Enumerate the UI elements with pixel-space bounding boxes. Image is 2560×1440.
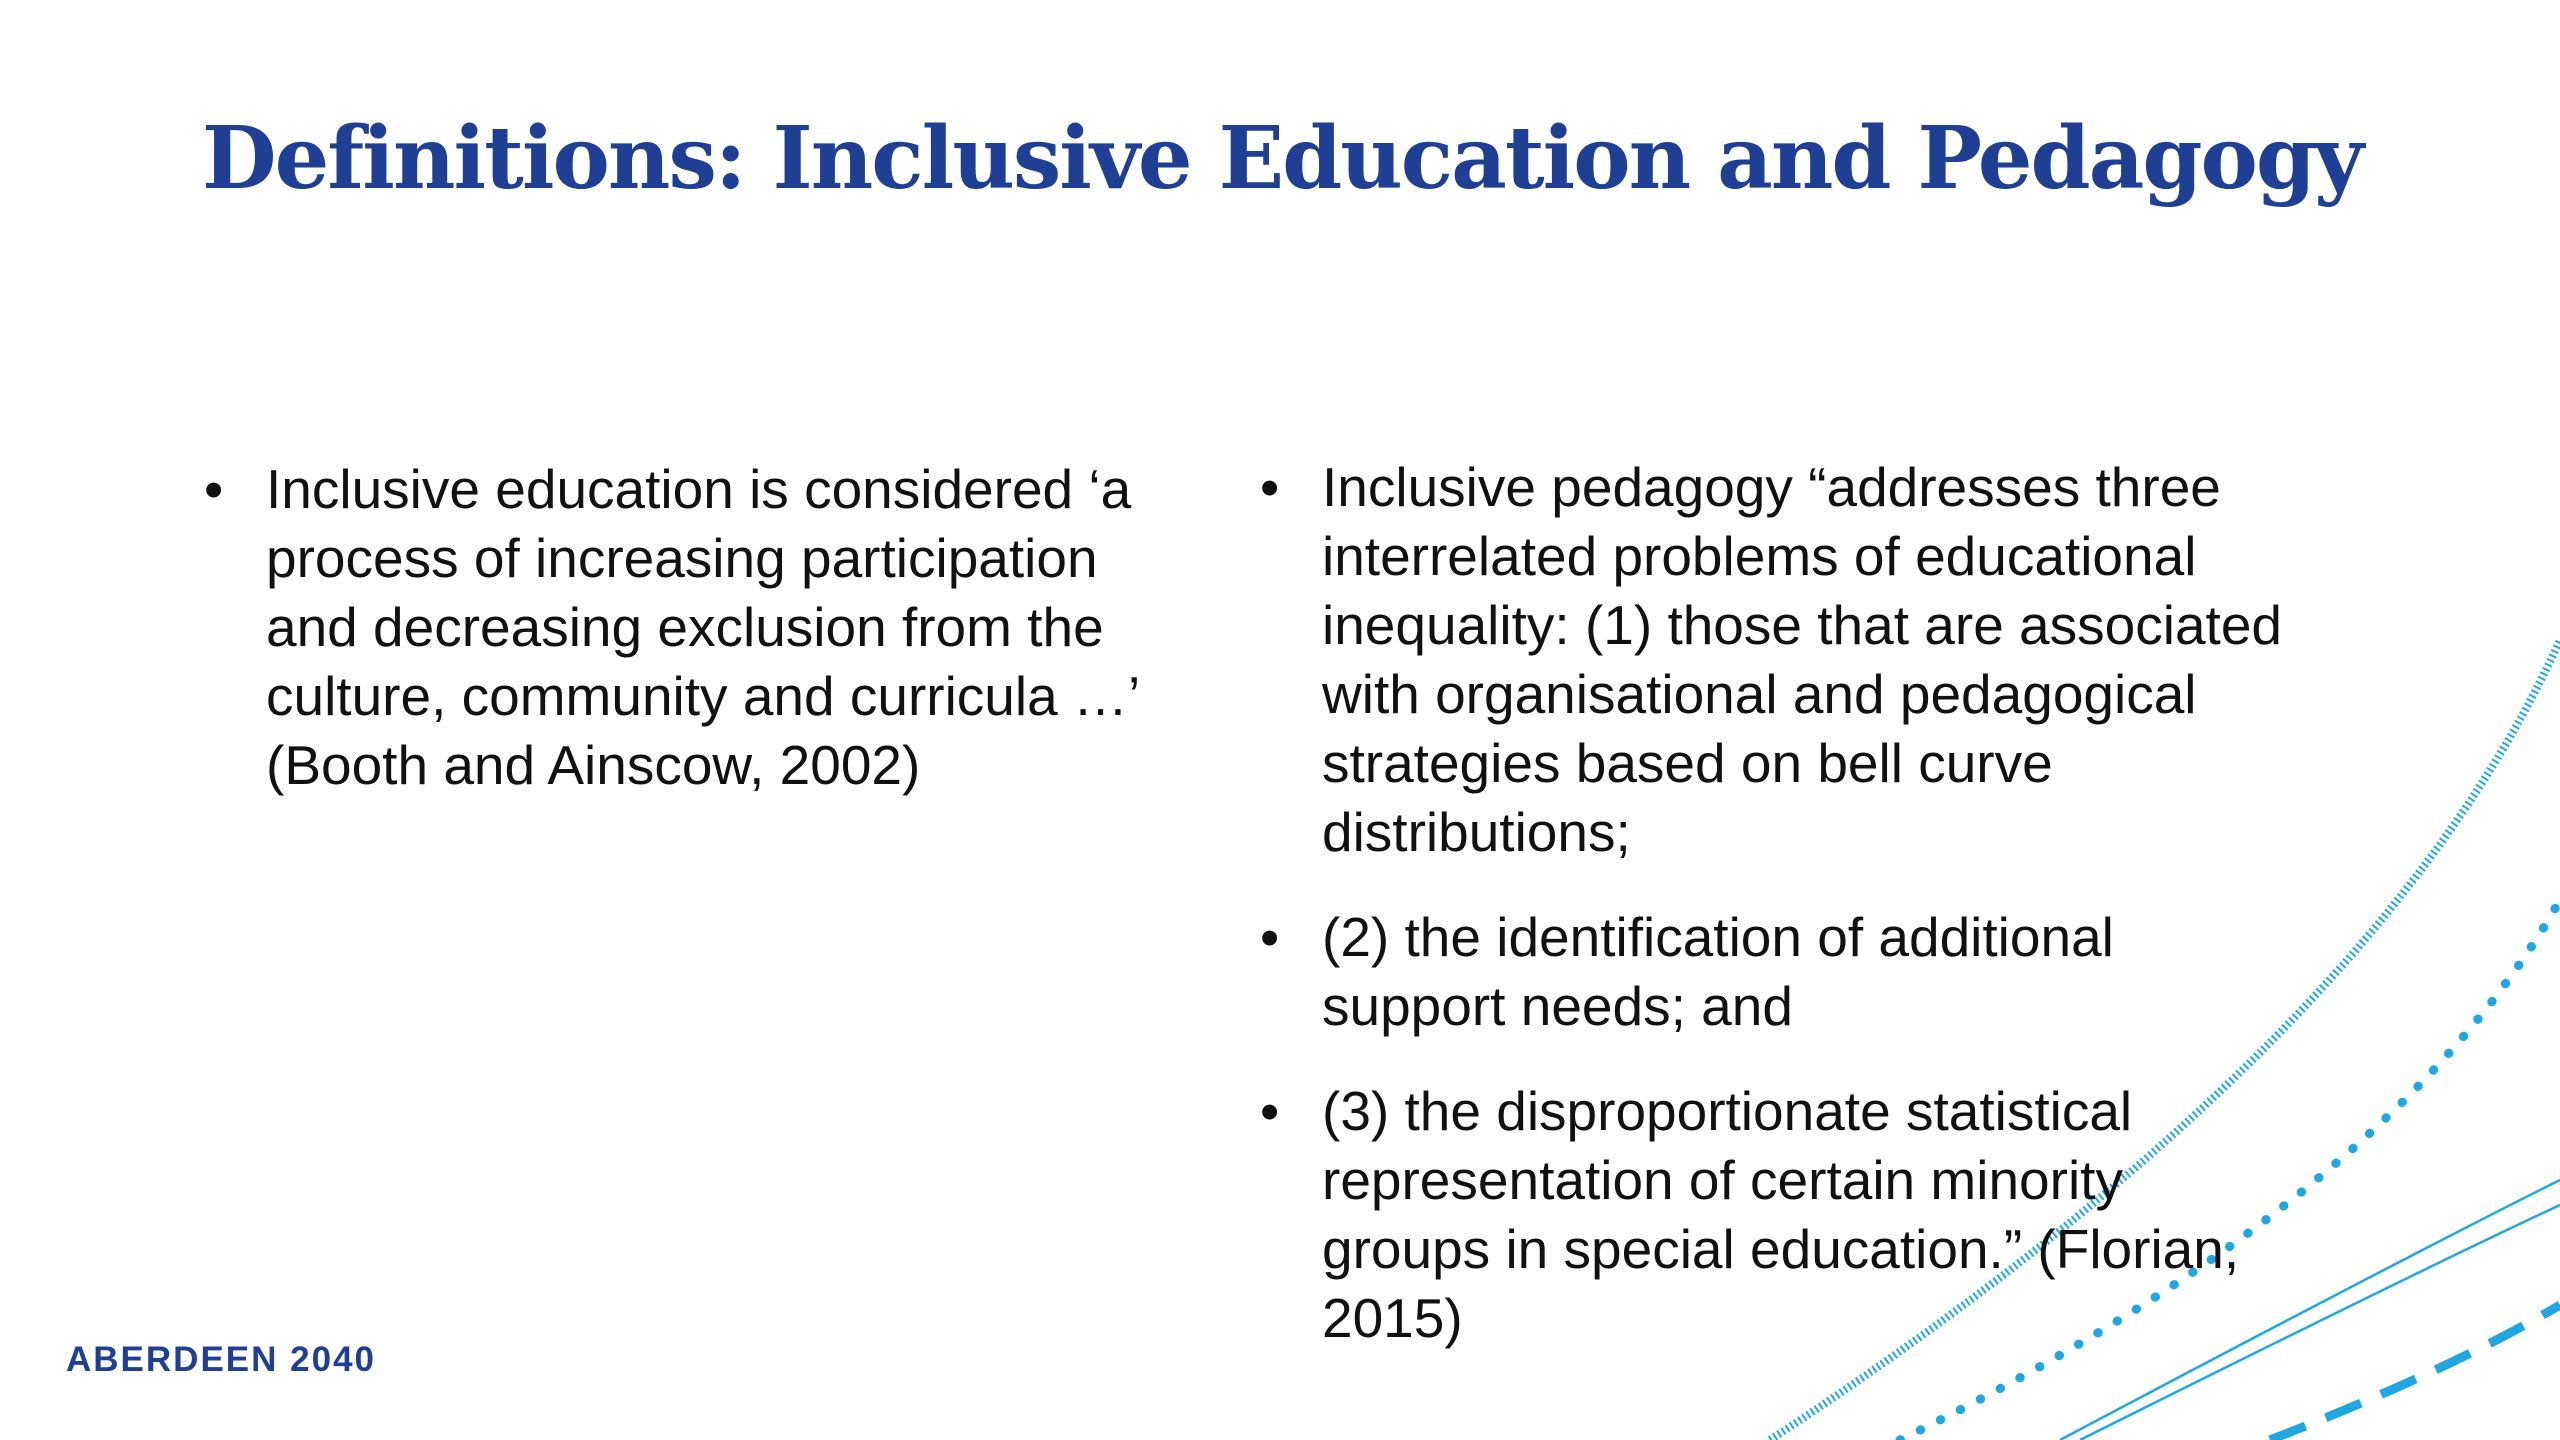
bullet-item <box>1260 453 2300 867</box>
bullet-item <box>1260 1077 2300 1353</box>
left-column-bullet-list <box>204 455 1164 836</box>
right-column-bullet-list <box>1260 453 2300 1389</box>
bullet-text: (3) the disproportionate statistical representation of certain minority groups in special education.” (Florian, 2015) <box>1322 1080 2240 1349</box>
slide-title: Definitions: Inclusive Education and Pedagogy <box>202 108 2362 209</box>
bullet-text: Inclusive pedagogy “addresses three interrelated problems of educational inequality: (1) those that are associated with organisational and pedagogical strategies based on bell curve distributions; <box>1322 456 2283 863</box>
bullet-marker: • <box>1260 1080 1280 1142</box>
bullet-marker: • <box>1260 906 1280 968</box>
bullet-item <box>1260 903 2300 1041</box>
decorative-arc-dashed <box>2270 1305 2560 1440</box>
bullet-text: (2) the identification of additional support needs; and <box>1322 906 2114 1037</box>
bullet-item <box>204 455 1164 800</box>
bullet-text: Inclusive education is considered ‘a process of increasing participation and decreasing exclusion from the culture, community and curricula …’ (Booth and Ainscow, 2002) <box>266 458 1139 796</box>
brand-logo-text: ABERDEEN 2040 <box>66 1340 376 1379</box>
bullet-marker: • <box>204 458 224 520</box>
bullet-marker: • <box>1260 456 1280 518</box>
